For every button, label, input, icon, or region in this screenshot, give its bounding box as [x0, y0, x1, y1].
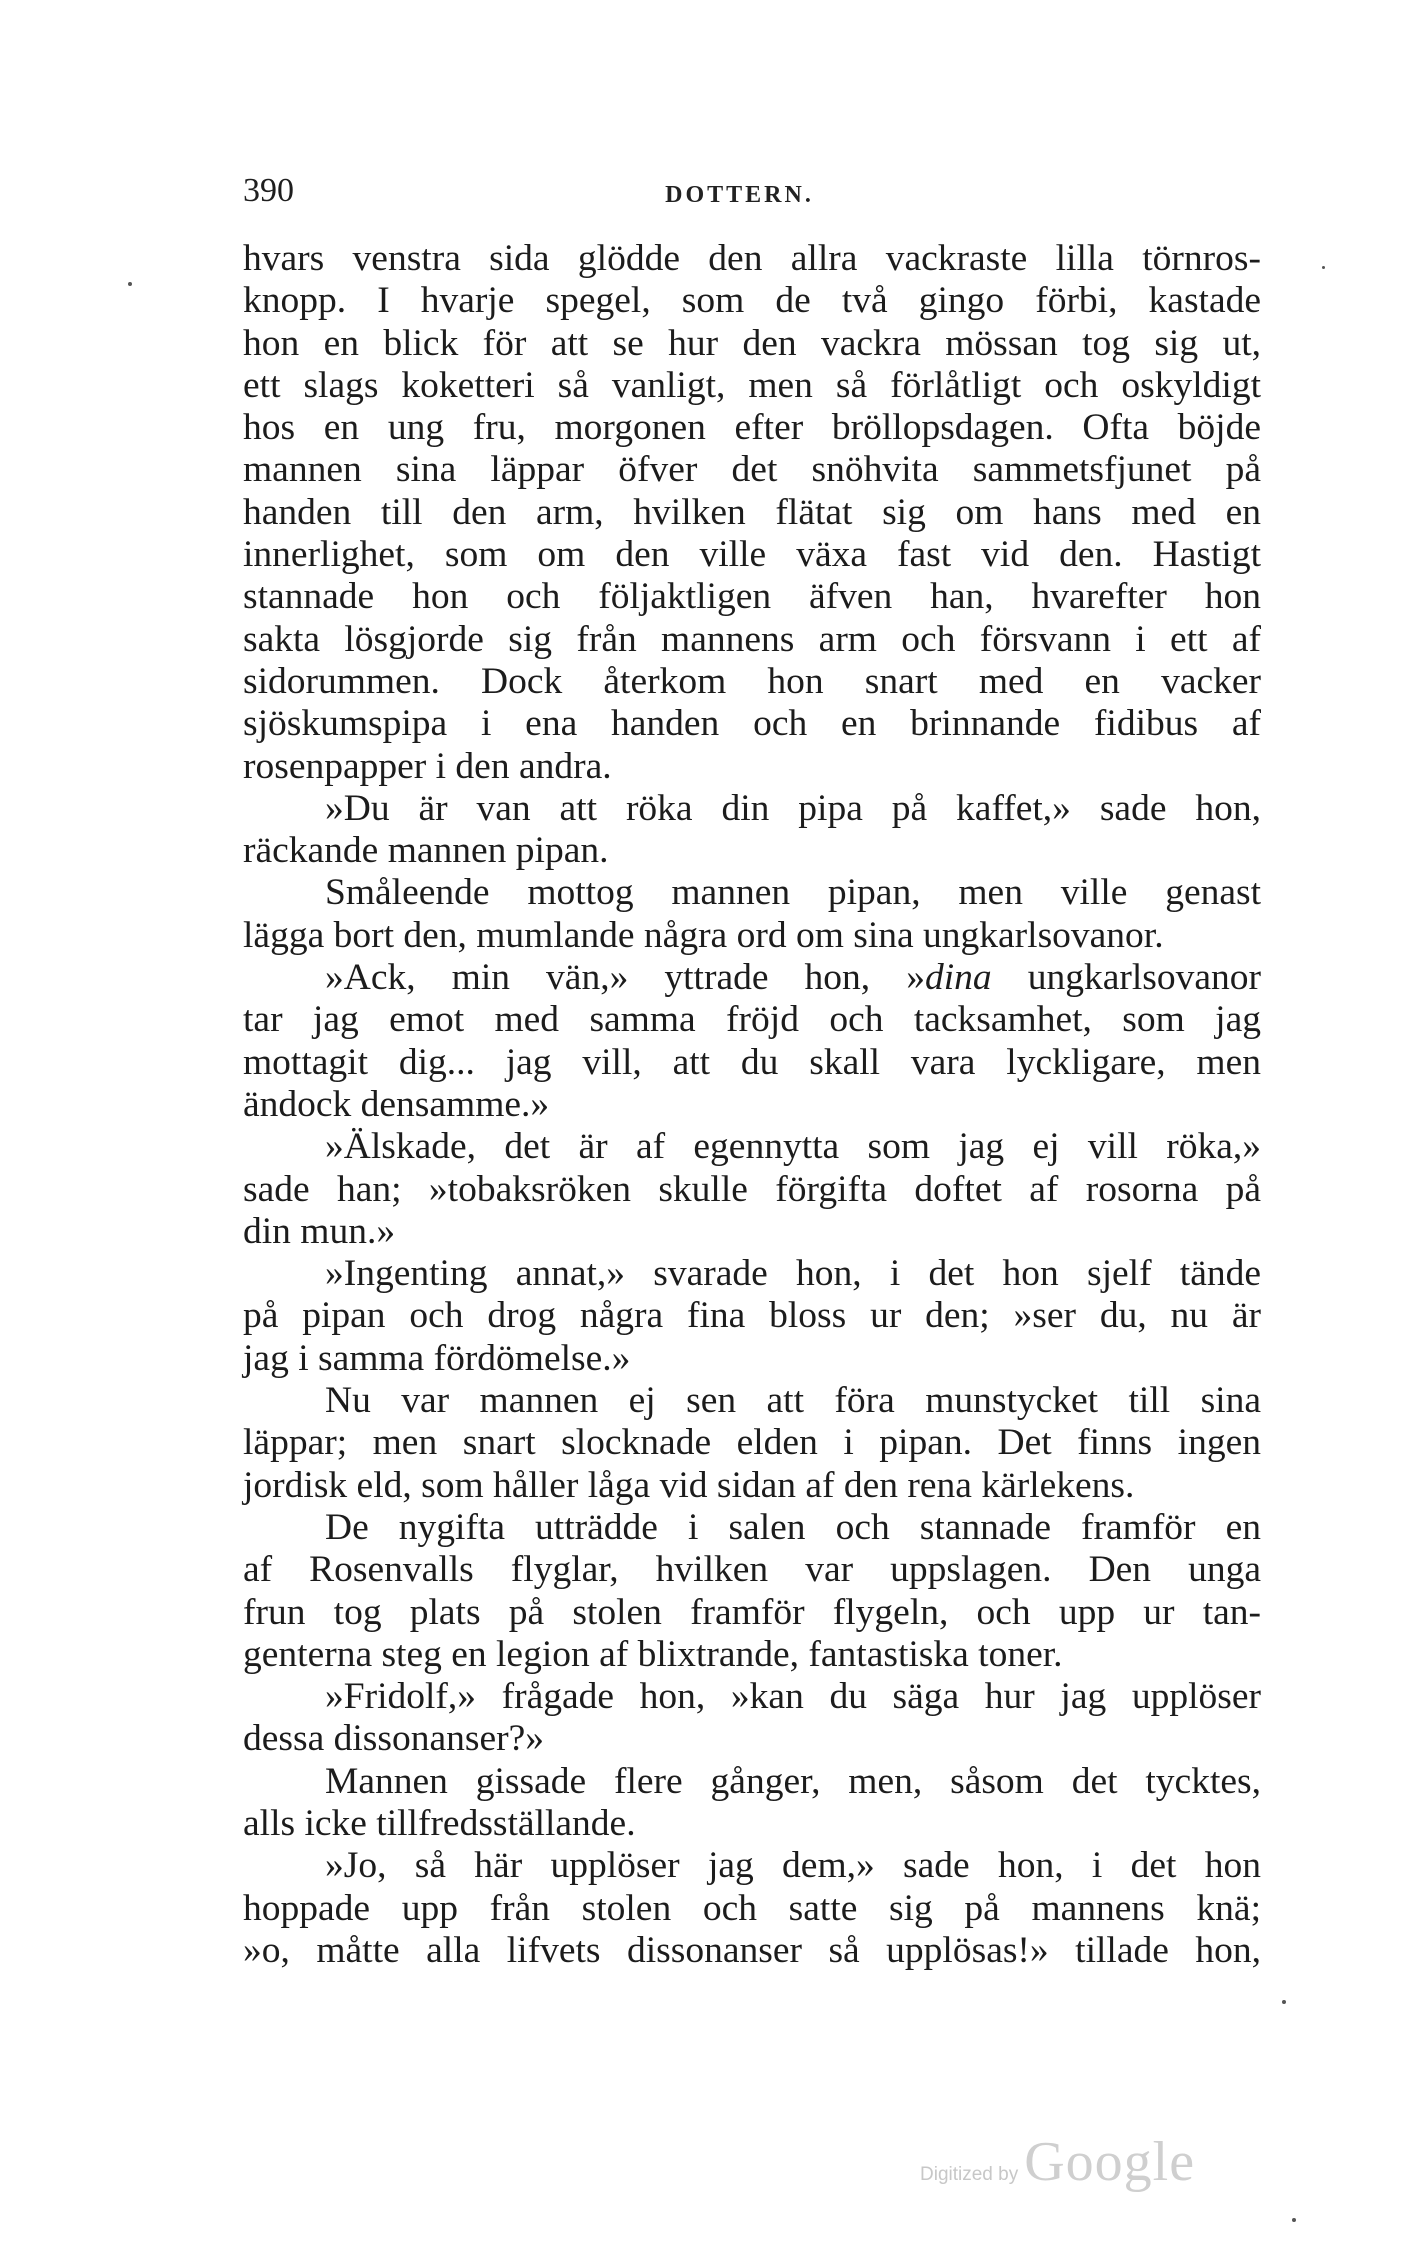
text-line: jordisk eld, som håller låga vid sidan af den rena kärlekens. — [243, 1464, 1135, 1506]
running-title: DOTTERN. — [665, 182, 814, 208]
text-line: hvars venstra sida glödde den allra vackraste lilla törnros- — [243, 238, 1261, 279]
text-line: Småleende mottog mannen pipan, men ville genast — [325, 872, 1261, 914]
digitized-watermark — [920, 2130, 1195, 2200]
text-line: dessa dissonanser?» — [243, 1718, 544, 1760]
text-line: hos en ung fru, morgonen efter bröllopsdagen. Ofta böjde — [243, 407, 1261, 449]
text-line: knopp. I hvarje spegel, som de två gingo förbi, kastade — [243, 280, 1261, 322]
text-line: på pipan och drog några fina bloss ur den; »ser du, nu är — [243, 1295, 1261, 1337]
text-line: sjöskumspipa i ena handen och en brinnande fidibus af — [243, 703, 1261, 745]
text-line: tar jag emot med samma fröjd och tacksamhet, som jag — [243, 999, 1261, 1041]
text-line: »Älskade, det är af egennytta som jag ej vill röka,» — [325, 1126, 1261, 1168]
text-line: jag i samma fördömelse.» — [243, 1337, 631, 1379]
page-header — [243, 172, 1236, 220]
text-line: af Rosenvalls flyglar, hvilken var uppslagen. Den unga — [243, 1549, 1261, 1591]
text-line: handen till den arm, hvilken flätat sig om hans med en — [243, 491, 1261, 533]
text-line: hoppade upp från stolen och satte sig på mannens knä; — [243, 1887, 1261, 1929]
scan-speck — [1292, 2218, 1296, 2222]
text-line: »Ingenting annat,» svarade hon, i det hon sjelf tände — [325, 1253, 1261, 1295]
scan-speck — [128, 282, 132, 286]
google-logo: Google — [1024, 2131, 1196, 2193]
text-line: Nu var mannen ej sen att föra munstycket till sina — [325, 1380, 1261, 1422]
text-line: rosenpapper i den andra. — [243, 745, 612, 787]
text-line: Mannen gissade flere gånger, men, såsom det tycktes, — [325, 1760, 1261, 1802]
text-line: ändock densamme.» — [243, 1083, 550, 1125]
text-line: stannade hon och följaktligen äfven han, hvarefter hon — [243, 576, 1261, 618]
text-line: genterna steg en legion af blixtrande, fantastiska toner. — [243, 1633, 1063, 1675]
text-line: läppar; men snart slocknade elden i pipan. Det finns ingen — [243, 1422, 1261, 1464]
text-line: De nygifta utträdde i salen och stannade framför en — [325, 1506, 1261, 1548]
text-line: räckande mannen pipan. — [243, 830, 609, 872]
text-line: mottagit dig... jag vill, att du skall vara lyckligare, men — [243, 1041, 1261, 1083]
text-line: sakta lösgjorde sig från mannens arm och försvann i ett af — [243, 618, 1261, 660]
text-line: frun tog plats på stolen framför flygeln, och upp ur tan- — [243, 1591, 1261, 1633]
watermark-prefix: Digitized by — [920, 2164, 1019, 2185]
scan-speck — [1282, 2000, 1286, 2004]
text-line: hon en blick för att se hur den vackra mössan tog sig ut, — [243, 322, 1261, 364]
text-line: sade han; »tobaksröken skulle förgifta doftet af rosorna på — [243, 1168, 1261, 1210]
text-line: »Fridolf,» frågade hon, »kan du säga hur jag upplöser — [325, 1676, 1261, 1718]
page-number: 390 — [243, 172, 294, 209]
text-line: »Ack, min vän,» yttrade hon, »dina ungkarlsovanor — [325, 957, 1261, 999]
text-line: innerlighet, som om den ville växa fast vid den. Hastigt — [243, 534, 1261, 576]
text-line: din mun.» — [243, 1210, 396, 1252]
text-line: ett slags koketteri så vanligt, men så förlåtligt och oskyldigt — [243, 364, 1261, 406]
text-line: »Jo, så här upplöser jag dem,» sade hon, i det hon — [325, 1845, 1261, 1887]
text-line: lägga bort den, mumlande några ord om sina ungkarlsovanor. — [243, 914, 1164, 956]
scan-speck — [1322, 266, 1325, 269]
text-line: sidorummen. Dock återkom hon snart med en vacker — [243, 660, 1261, 702]
text-line: »Du är van att röka din pipa på kaffet,» sade hon, — [325, 787, 1261, 829]
body-text — [243, 238, 1261, 1972]
text-line: alls icke tillfredsställande. — [243, 1802, 636, 1844]
text-line: mannen sina läppar öfver det snöhvita sammetsfjunet på — [243, 449, 1261, 491]
text-line: »o, måtte alla lifvets dissonanser så upplösas!» tillade hon, — [243, 1929, 1261, 1971]
